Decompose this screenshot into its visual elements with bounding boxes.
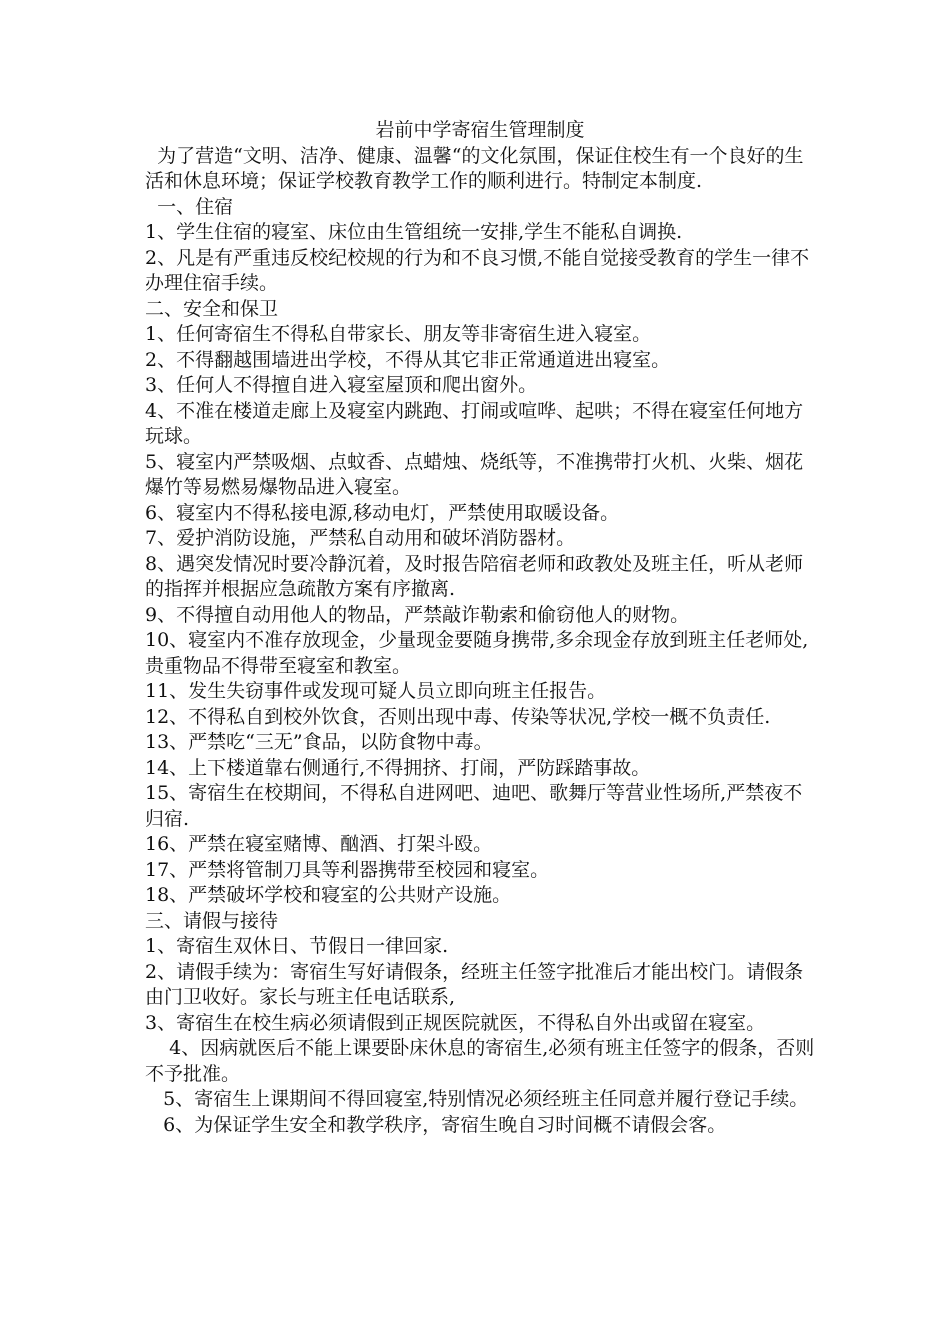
rule-item: 1、任何寄宿生不得私自带家长、朋友等非寄宿生进入寝室。	[145, 323, 652, 345]
section-heading: 一、住宿	[145, 195, 234, 218]
rule-item: 5、寄宿生上课期间不得回寝室,特别情况必须经班主任同意并履行登记手续。	[145, 1088, 809, 1110]
rule-item: 12、不得私自到校外饮食，否则出现中毒、传染等状况,学校一概不负责任.	[145, 705, 771, 728]
rule-item: 1、寄宿生双休日、节假日一律回家.	[145, 935, 449, 957]
rule-item: 13、严禁吃“三无”食品，以防食物中毒。	[145, 731, 493, 753]
rule-item: 1、学生住宿的寝室、床位由生管组统一安排,学生不能私自调换.	[145, 221, 683, 243]
section-leave	[145, 909, 815, 1139]
rule-item: 14、上下楼道靠右侧通行,不得拥挤、打闹，严防踩踏事故。	[145, 756, 651, 779]
section-safety	[145, 297, 815, 909]
section-heading: 二、安全和保卫	[145, 297, 279, 320]
rule-item: 4、不准在楼道走廊上及寝室内跳跑、打闹或喧哗、起哄；不得在寝室任何地方玩球。	[145, 399, 804, 447]
rule-item: 15、寄宿生在校期间，不得私自进网吧、迪吧、歌舞厅等营业性场所,严禁夜不归宿.	[145, 782, 803, 830]
rule-item: 5、寝室内严禁吸烟、点蚊香、点蜡烛、烧纸等，不准携带打火机、火柴、烟花爆竹等易燃易爆物品进入寝室。	[145, 450, 804, 498]
rule-item: 3、寄宿生在校生病必须请假到正规医院就医，不得私自外出或留在寝室。	[145, 1011, 766, 1034]
rule-item: 17、严禁将管制刀具等利器携带至校园和寝室。	[145, 858, 550, 881]
section-accommodation	[145, 195, 815, 297]
rule-item: 10、寝室内不准存放现金，少量现金要随身携带,多余现金存放到班主任老师处,贵重物品不得带至寝室和教室。	[145, 629, 809, 677]
rule-item: 4、因病就医后不能上课要卧床休息的寄宿生,必须有班主任签字的假条，否则不予批准。	[145, 1037, 815, 1085]
rule-item: 3、任何人不得擅自进入寝室屋顶和爬出窗外。	[145, 374, 538, 396]
document-title: 岩前中学寄宿生管理制度	[375, 119, 585, 141]
rule-item: 18、严禁破坏学校和寝室的公共财产设施。	[145, 884, 512, 906]
rule-item: 16、严禁在寝室赌博、酗酒、打架斗殴。	[145, 833, 493, 855]
rule-item: 2、凡是有严重违反校纪校规的行为和不良习惯,不能自觉接受教育的学生一律不办理住宿手续。	[145, 246, 810, 294]
document-page	[145, 118, 815, 1138]
section-heading: 三、请假与接待	[145, 909, 279, 932]
rule-item: 11、发生失窃事件或发现可疑人员立即向班主任报告。	[145, 680, 607, 702]
rule-item: 2、请假手续为：寄宿生写好请假条，经班主任签字批准后才能出校门。请假条由门卫收好。家长与班主任电话联系,	[145, 960, 804, 1008]
intro-paragraph: 为了营造“文明、洁净、健康、温馨“的文化氛围，保证住校生有一个良好的生活和休息环境；保证学校教育教学工作的顺利进行。特制定本制度.	[145, 144, 804, 192]
rule-item: 7、爱护消防设施，严禁私自动用和破坏消防器材。	[145, 527, 576, 549]
rule-item: 6、为保证学生安全和教学秩序，寄宿生晚自习时间概不请假会客。	[145, 1113, 727, 1136]
rule-item: 9、不得擅自动用他人的物品，严禁敲诈勒索和偷窃他人的财物。	[145, 603, 690, 626]
rule-item: 2、不得翻越围墙进出学校，不得从其它非正常通道进出寝室。	[145, 348, 671, 371]
rule-item: 6、寝室内不得私接电源,移动电灯，严禁使用取暖设备。	[145, 501, 620, 524]
rule-item: 8、遇突发情况时要冷静沉着，及时报告陪宿老师和政教处及班主任，听从老师的指挥并根据应急疏散方案有序撤离.	[145, 552, 804, 600]
